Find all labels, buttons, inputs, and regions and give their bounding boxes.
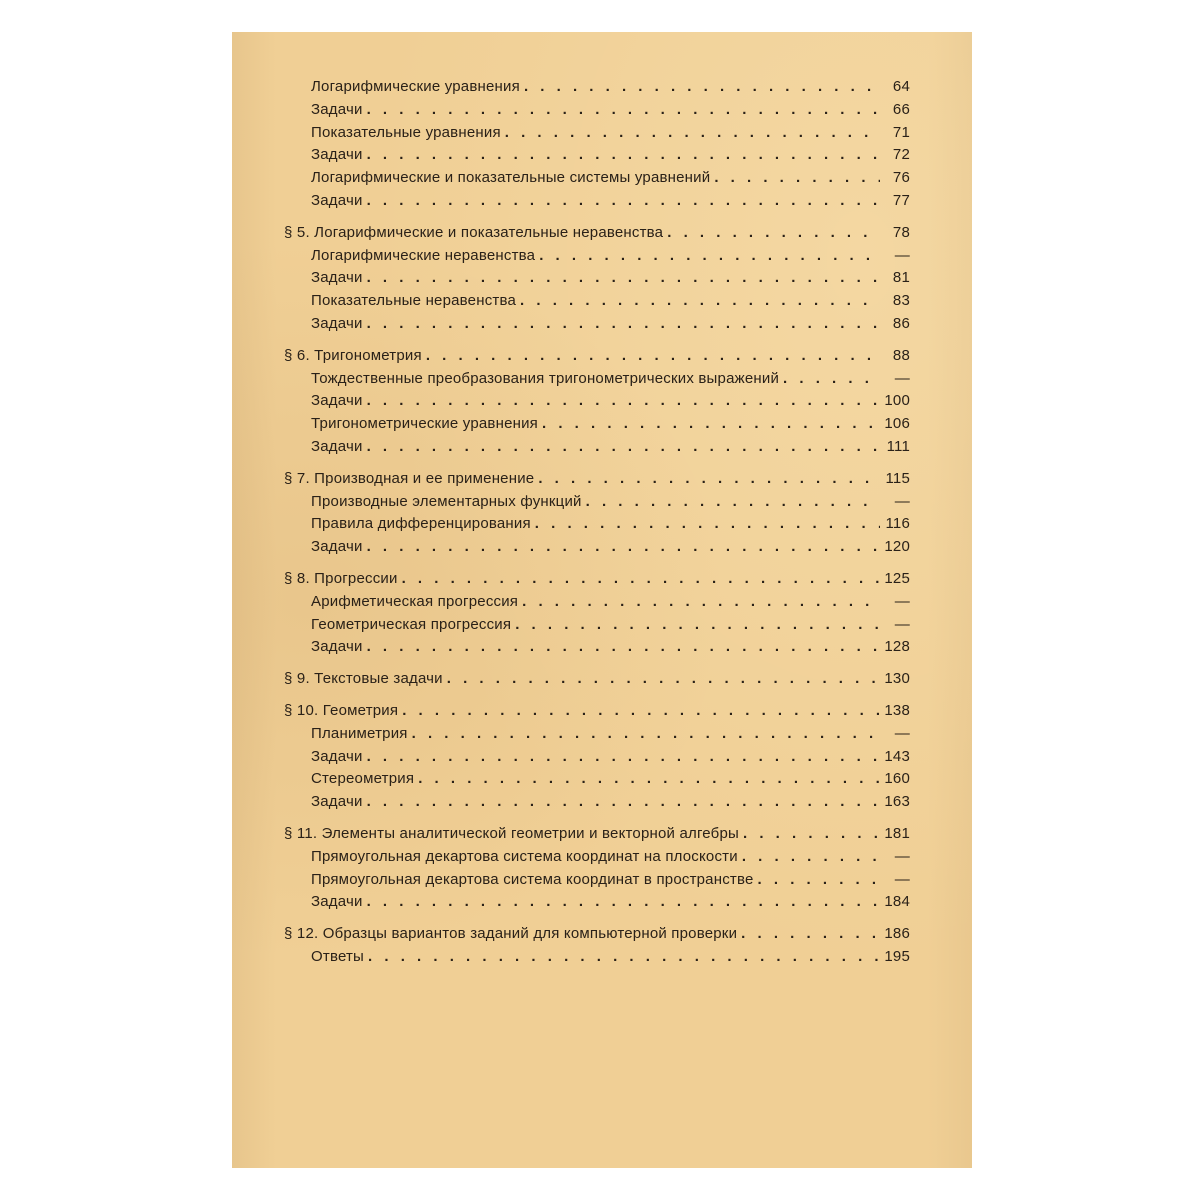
toc-entry-title: Прямоугольная декартова система координат на плоскости — [311, 847, 738, 865]
page-number: 125 — [884, 569, 910, 587]
page-number: — — [894, 870, 910, 888]
book-page — [232, 32, 972, 1168]
toc-entry — [284, 267, 910, 290]
toc-entry — [284, 491, 910, 514]
toc-entry-title: Арифметическая прогрессия — [311, 592, 519, 610]
page-number: 115 — [885, 469, 910, 487]
page-number: 71 — [892, 123, 910, 141]
dot-leader — [783, 368, 880, 391]
page-number: 106 — [884, 415, 910, 433]
toc-section-heading — [284, 700, 910, 723]
page-number: 195 — [884, 947, 910, 965]
dot-leader — [667, 222, 880, 245]
toc-entry — [284, 190, 910, 213]
toc-entry — [284, 891, 910, 914]
toc-entry — [284, 368, 910, 391]
toc-entry-title: Задачи — [311, 437, 363, 455]
dot-leader — [535, 513, 880, 536]
dot-leader — [367, 891, 880, 914]
toc-entry — [284, 723, 910, 746]
toc-section-heading — [284, 823, 910, 846]
dot-leader — [539, 245, 880, 268]
dot-leader — [447, 668, 880, 691]
toc-entry-title: Тождественные преобразования тригонометрических выражений — [311, 369, 780, 387]
toc-entry-title: Логарифмические и показательные системы уравнений — [311, 169, 711, 187]
page-number: 130 — [884, 670, 910, 688]
dot-leader — [412, 723, 880, 746]
page-number: — — [894, 492, 910, 510]
toc-entry — [284, 791, 910, 814]
page-number: 160 — [884, 770, 910, 788]
toc-entry-title: Производные элементарных функций — [311, 492, 582, 510]
toc-section-heading — [284, 568, 910, 591]
toc-entry — [284, 614, 910, 637]
dot-leader — [367, 746, 880, 769]
page-number: 78 — [892, 223, 910, 241]
page-number: 64 — [892, 78, 910, 95]
toc-entry — [284, 636, 910, 659]
toc-entry — [284, 390, 910, 413]
toc-section-heading — [284, 923, 910, 946]
dot-leader — [367, 267, 880, 290]
toc-section-title: § 8. Прогрессии — [284, 569, 398, 587]
dot-leader — [524, 76, 880, 99]
dot-leader — [368, 946, 880, 969]
toc-section-heading — [284, 468, 910, 491]
page-number: — — [894, 615, 910, 633]
page-number: 111 — [886, 437, 910, 455]
toc-section-title: § 11. Элементы аналитической геометрии и векторной алгебры — [284, 824, 740, 842]
toc-entry-title: Ответы — [311, 947, 365, 965]
toc-entry-title: Задачи — [311, 269, 363, 287]
page-number: 72 — [892, 146, 910, 164]
toc-section-title: § 9. Текстовые задачи — [284, 670, 443, 688]
toc-entry-title: Правила дифференцирования — [311, 515, 531, 533]
dot-leader — [402, 700, 880, 723]
dot-leader — [367, 390, 880, 413]
dot-leader — [538, 468, 880, 491]
page-number: — — [894, 724, 910, 742]
dot-leader — [542, 413, 880, 436]
dot-leader — [367, 99, 880, 122]
toc-group — [284, 668, 910, 691]
toc-section-heading — [284, 222, 910, 245]
toc-entry — [284, 313, 910, 336]
dot-leader — [714, 167, 880, 190]
dot-leader — [742, 846, 880, 869]
page-number: 100 — [884, 392, 910, 410]
toc-entry-title: Задачи — [311, 793, 363, 811]
dot-leader — [522, 591, 880, 614]
dot-leader — [367, 190, 880, 213]
toc-entry-title: Задачи — [311, 100, 363, 118]
page-number: 120 — [884, 538, 910, 556]
page-number: 81 — [892, 269, 910, 287]
page-number: 181 — [884, 824, 910, 842]
toc-section-title: § 7. Производная и ее применение — [284, 469, 535, 487]
toc-entry-title: Задачи — [311, 314, 363, 332]
toc-section-heading — [284, 345, 910, 368]
toc-entry-title: Логарифмические неравенства — [311, 246, 536, 264]
toc-entry — [284, 536, 910, 559]
page-number: 186 — [884, 925, 910, 943]
dot-leader — [418, 768, 880, 791]
dot-leader — [520, 290, 880, 313]
dot-leader — [426, 345, 880, 368]
toc-entry-title: Задачи — [311, 893, 363, 911]
toc-entry — [284, 946, 910, 969]
page-number: 116 — [885, 515, 910, 533]
toc-entry-title: Показательные неравенства — [311, 292, 517, 310]
toc-entry — [284, 413, 910, 436]
page-number: — — [894, 369, 910, 387]
dot-leader — [367, 313, 880, 336]
dot-leader — [505, 122, 880, 145]
toc-group — [284, 222, 910, 336]
toc-entry-title: Стереометрия — [311, 770, 415, 788]
page-number: 76 — [892, 169, 910, 187]
toc-entry — [284, 290, 910, 313]
toc-group — [284, 823, 910, 914]
toc-entry — [284, 746, 910, 769]
toc-entry-title: Задачи — [311, 747, 363, 765]
page-number: 128 — [884, 638, 910, 656]
page-number: 138 — [884, 701, 910, 719]
toc-section-title: § 10. Геометрия — [284, 701, 399, 719]
dot-leader — [586, 491, 880, 514]
toc-entry — [284, 167, 910, 190]
page-number: 184 — [884, 893, 910, 911]
toc-entry — [284, 436, 910, 459]
toc-entry-title: Показательные уравнения — [311, 123, 501, 141]
toc-entry-title: Прямоугольная декартова система координат в пространстве — [311, 870, 754, 888]
toc-entry — [284, 869, 910, 892]
page-number: 143 — [884, 747, 910, 765]
toc-section-heading — [284, 668, 910, 691]
page-number: — — [894, 847, 910, 865]
toc-group — [284, 468, 910, 559]
dot-leader — [367, 536, 880, 559]
toc-entry — [284, 76, 910, 99]
page-number: 66 — [892, 100, 910, 118]
toc-entry — [284, 99, 910, 122]
toc-entry — [284, 122, 910, 145]
page-number: 163 — [884, 793, 910, 811]
toc-entry-title: Задачи — [311, 638, 363, 656]
toc-entry-title: Геометрическая прогрессия — [311, 615, 512, 633]
toc-entry-title: Задачи — [311, 392, 363, 410]
page-number: 86 — [892, 314, 910, 332]
dot-leader — [743, 823, 880, 846]
dot-leader — [367, 436, 880, 459]
dot-leader — [402, 568, 880, 591]
toc-group — [284, 568, 910, 659]
toc-group — [284, 345, 910, 459]
toc-entry — [284, 144, 910, 167]
dot-leader — [515, 614, 880, 637]
toc-group — [284, 76, 910, 213]
page-number: 88 — [892, 346, 910, 364]
page-number: 77 — [892, 191, 910, 209]
dot-leader — [367, 144, 880, 167]
toc-entry — [284, 591, 910, 614]
toc-entry-title: Задачи — [311, 191, 363, 209]
toc-entry — [284, 513, 910, 536]
toc-section-title: § 12. Образцы вариантов заданий для компьютерной проверки — [284, 925, 738, 943]
dot-leader — [367, 791, 880, 814]
toc-section-title: § 5. Логарифмические и показательные неравенства — [284, 223, 664, 241]
toc-entry-title: Логарифмические уравнения — [311, 78, 520, 95]
table-of-contents — [284, 76, 910, 978]
toc-entry-title: Задачи — [311, 538, 363, 556]
toc-section-title: § 6. Тригонометрия — [284, 346, 422, 364]
dot-leader — [741, 923, 880, 946]
page-number: — — [894, 592, 910, 610]
dot-leader — [758, 869, 880, 892]
toc-entry-title: Планиметрия — [311, 724, 408, 742]
toc-entry — [284, 768, 910, 791]
dot-leader — [367, 636, 880, 659]
toc-group — [284, 700, 910, 814]
toc-entry-title: Тригонометрические уравнения — [311, 415, 539, 433]
toc-group — [284, 923, 910, 969]
page-number: — — [894, 246, 910, 264]
toc-entry — [284, 846, 910, 869]
toc-entry-title: Задачи — [311, 146, 363, 164]
toc-entry — [284, 245, 910, 268]
page-number: 83 — [892, 292, 910, 310]
